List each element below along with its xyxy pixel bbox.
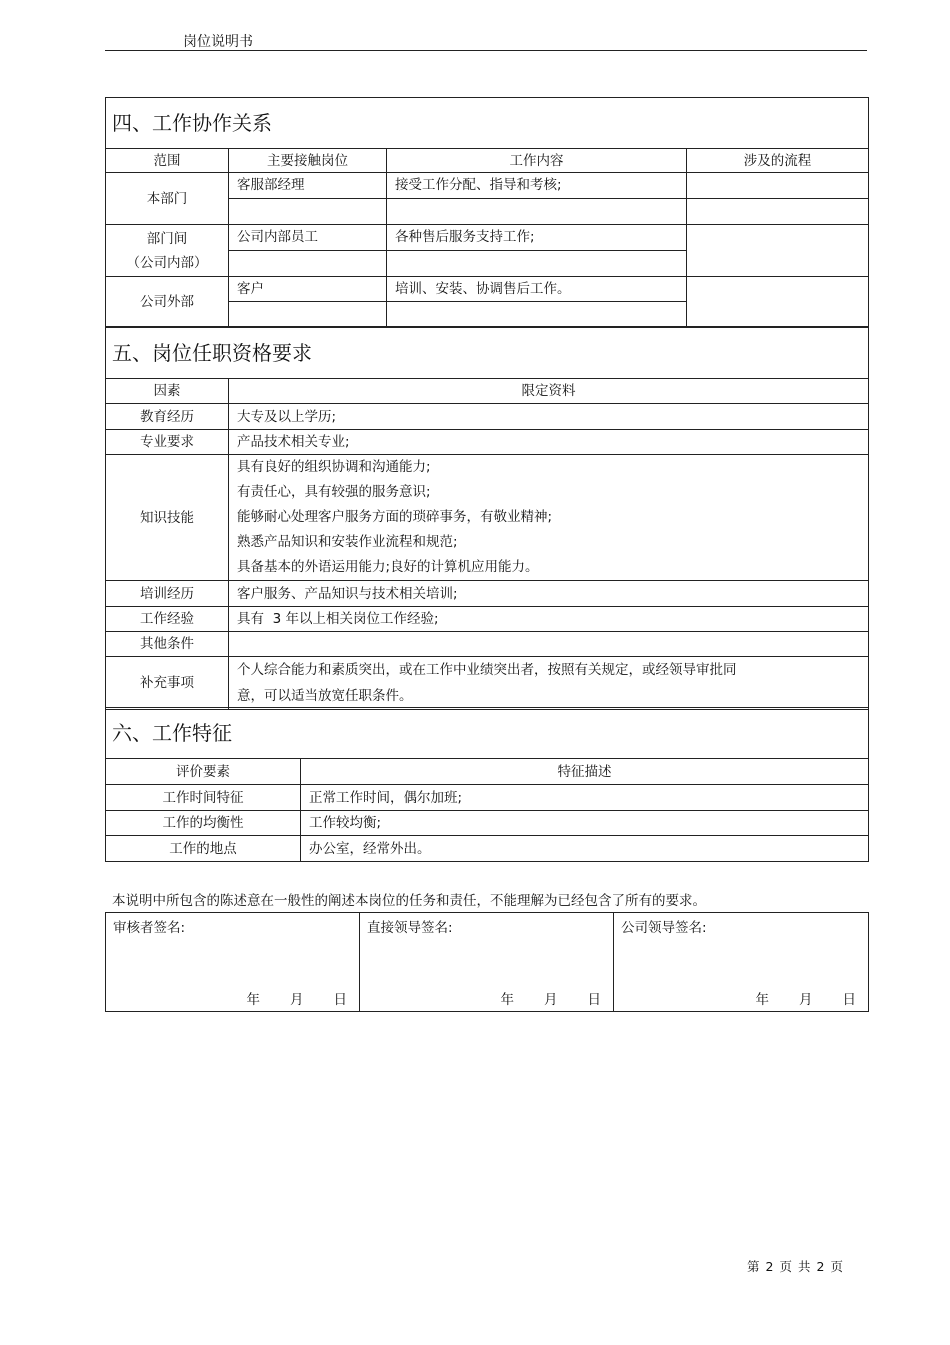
scope-cell — [106, 225, 229, 277]
scope-line: 部门间 — [146, 230, 188, 247]
requirement-cell — [229, 657, 869, 710]
position-cell: 客服部经理 — [229, 173, 387, 199]
year-label: 年 — [246, 992, 260, 1008]
year-label: 年 — [755, 992, 769, 1008]
characteristic-value-cell: 工作较均衡; — [301, 811, 869, 836]
footer-page-unit: 页 — [779, 1259, 793, 1274]
content-cell — [387, 251, 687, 277]
day-label: 日 — [842, 992, 856, 1008]
scope-line: （公司内部） — [126, 254, 208, 271]
col-header-factor: 因素 — [106, 379, 229, 404]
requirement-cell: 大专及以上学历; — [229, 404, 869, 430]
requirement-cell — [229, 632, 869, 657]
process-cell — [687, 199, 869, 225]
total-pages: 2 — [816, 1259, 825, 1274]
factor-cell: 补充事项 — [106, 657, 229, 710]
skill-line: 具备基本的外语运用能力;良好的计算机应用能力。 — [237, 559, 539, 575]
footer-total-prefix: 共 — [798, 1259, 811, 1274]
process-cell — [687, 277, 869, 327]
col-header-process: 涉及的流程 — [687, 149, 869, 173]
section4-title: 四、工作协作关系 — [106, 98, 869, 149]
requirement-cell — [229, 455, 869, 581]
section6-title: 六、工作特征 — [106, 708, 869, 759]
page-number: 2 — [765, 1259, 774, 1274]
characteristic-factor-cell: 工作的均衡性 — [106, 811, 301, 836]
header-rule — [105, 50, 867, 51]
characteristic-value-cell: 正常工作时间，偶尔加班; — [301, 785, 869, 811]
content-cell — [387, 199, 687, 225]
section5-title: 五、岗位任职资格要求 — [106, 328, 869, 379]
company-leader-signature-box[interactable] — [614, 913, 869, 1012]
characteristic-factor-cell: 工作的地点 — [106, 836, 301, 862]
signature-date — [756, 988, 857, 1008]
year-label: 年 — [500, 992, 514, 1008]
page-footer — [747, 1257, 843, 1275]
signature-date — [247, 988, 348, 1008]
footer-total-unit: 页 — [830, 1259, 843, 1274]
work-characteristics-table — [105, 707, 869, 862]
col-header-content: 工作内容 — [387, 149, 687, 173]
month-label: 月 — [799, 992, 813, 1008]
company-leader-signature-label: 公司领导签名: — [621, 920, 707, 936]
footer-prefix: 第 — [747, 1259, 760, 1274]
col-header-requirement: 限定资料 — [229, 379, 869, 404]
day-label: 日 — [587, 992, 601, 1008]
skill-line: 具有良好的组织协调和沟通能力; — [237, 459, 431, 475]
supplement-line: 意，可以适当放宽任职条件。 — [237, 688, 413, 704]
signature-table — [105, 912, 869, 1012]
factor-cell: 教育经历 — [106, 404, 229, 430]
cooperation-table — [105, 97, 869, 327]
direct-supervisor-signature-label: 直接领导签名: — [367, 920, 453, 936]
reviewer-signature-box[interactable] — [106, 913, 360, 1012]
scope-cell: 公司外部 — [106, 277, 229, 327]
skill-line: 熟悉产品知识和安装作业流程和规范; — [237, 534, 458, 550]
characteristic-value-cell: 办公室，经常外出。 — [301, 836, 869, 862]
supplement-line: 个人综合能力和素质突出，或在工作中业绩突出者，按照有关规定，或经领导审批同 — [237, 662, 737, 678]
content-cell — [387, 302, 687, 327]
content-cell: 接受工作分配、指导和考核; — [387, 173, 687, 199]
factor-cell: 知识技能 — [106, 455, 229, 581]
content-cell: 各种售后服务支持工作; — [387, 225, 687, 251]
col-header-scope: 范围 — [106, 149, 229, 173]
col-header-evaluation: 评价要素 — [106, 759, 301, 785]
reviewer-signature-label: 审核者签名: — [113, 920, 186, 936]
position-cell — [229, 302, 387, 327]
position-cell — [229, 251, 387, 277]
skill-line: 能够耐心处理客户服务方面的琐碎事务，有敬业精神; — [237, 509, 553, 525]
requirement-cell: 产品技术相关专业; — [229, 430, 869, 455]
direct-supervisor-signature-box[interactable] — [360, 913, 614, 1012]
content-cell: 培训、安装、协调售后工作。 — [387, 277, 687, 302]
skill-line: 有责任心，具有较强的服务意识; — [237, 484, 431, 500]
month-label: 月 — [290, 992, 304, 1008]
day-label: 日 — [333, 992, 347, 1008]
signature-date — [501, 988, 602, 1008]
factor-cell: 培训经历 — [106, 581, 229, 607]
requirement-cell: 具有 3 年以上相关岗位工作经验; — [229, 607, 869, 632]
month-label: 月 — [544, 992, 558, 1008]
qualification-table — [105, 327, 869, 710]
disclaimer-note: 本说明中所包含的陈述意在一般性的阐述本岗位的任务和责任，不能理解为已经包含了所有的要求。 — [112, 893, 706, 909]
scope-cell: 本部门 — [106, 173, 229, 225]
requirement-cell: 客户服务、产品知识与技术相关培训; — [229, 581, 869, 607]
position-cell — [229, 199, 387, 225]
position-cell: 客户 — [229, 277, 387, 302]
process-cell — [687, 225, 869, 277]
factor-cell: 专业要求 — [106, 430, 229, 455]
position-cell: 公司内部员工 — [229, 225, 387, 251]
col-header-description: 特征描述 — [301, 759, 869, 785]
factor-cell: 其他条件 — [106, 632, 229, 657]
characteristic-factor-cell: 工作时间特征 — [106, 785, 301, 811]
document-header-title: 岗位说明书 — [183, 34, 253, 50]
factor-cell: 工作经验 — [106, 607, 229, 632]
process-cell — [687, 173, 869, 199]
col-header-positions: 主要接触岗位 — [229, 149, 387, 173]
